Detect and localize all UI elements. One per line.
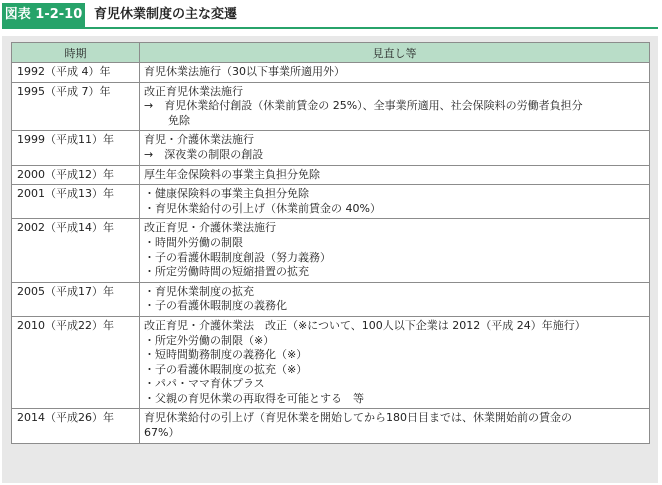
changes-cell bbox=[140, 82, 650, 131]
change-line: 67%） bbox=[144, 426, 180, 440]
change-line: 改正育児・介護休業法施行 bbox=[144, 221, 276, 235]
changes-cell bbox=[140, 409, 650, 443]
table-row bbox=[12, 82, 650, 131]
change-line: 育児休業給付の引上げ（育児休業を開始してから180日目までは、休業開始前の賃金の bbox=[144, 411, 572, 425]
period-cell: 1995（平成 7）年 bbox=[12, 82, 140, 131]
history-table bbox=[11, 42, 650, 444]
change-line: 免除 bbox=[168, 113, 190, 127]
table-row bbox=[12, 316, 650, 409]
period-cell: 2002（平成14）年 bbox=[12, 219, 140, 282]
change-line: ・子の看護休暇制度の義務化 bbox=[144, 299, 287, 313]
table-row bbox=[12, 282, 650, 316]
changes-cell bbox=[140, 165, 650, 185]
period-cell: 2014（平成26）年 bbox=[12, 409, 140, 443]
period-cell: 2005（平成17）年 bbox=[12, 282, 140, 316]
table-header-row bbox=[12, 43, 650, 63]
figure-label: 図表 1-2-10 bbox=[2, 3, 85, 27]
header-period: 時期 bbox=[12, 43, 140, 63]
changes-cell bbox=[140, 185, 650, 219]
change-line: 育児休業法施行（30以下事業所適用外） bbox=[144, 65, 345, 78]
figure-header bbox=[2, 3, 658, 29]
table-row bbox=[12, 165, 650, 185]
change-line: → 育児休業給付創設（休業前賃金の 25%）、全事業所適用、社会保険料の労働者負担分 bbox=[144, 99, 583, 113]
change-line: → 深夜業の制限の創設 bbox=[144, 147, 264, 161]
change-line: 改正育児休業法施行 bbox=[144, 84, 243, 98]
table-row bbox=[12, 131, 650, 165]
change-line: ・パパ・ママ育休プラス bbox=[144, 377, 265, 391]
change-line: ・父親の育児休業の再取得を可能とする 等 bbox=[144, 391, 364, 405]
period-cell: 1999（平成11）年 bbox=[12, 131, 140, 165]
change-line: ・育児休業制度の拡充 bbox=[144, 284, 254, 298]
changes-cell bbox=[140, 63, 650, 83]
period-cell: 2000（平成12）年 bbox=[12, 165, 140, 185]
table-row bbox=[12, 63, 650, 83]
period-cell: 2001（平成13）年 bbox=[12, 185, 140, 219]
table-row bbox=[12, 219, 650, 282]
table-row bbox=[12, 185, 650, 219]
change-line: ・健康保険料の事業主負担分免除 bbox=[144, 187, 309, 201]
figure-title: 育児休業制度の主な変遷 bbox=[94, 7, 238, 22]
changes-cell bbox=[140, 219, 650, 282]
change-line: ・短時間勤務制度の義務化（※） bbox=[144, 348, 308, 362]
table-row bbox=[12, 409, 650, 443]
table-panel bbox=[2, 36, 658, 483]
change-line: ・所定外労働の制限（※） bbox=[144, 333, 275, 347]
change-line: ・時間外労働の制限 bbox=[144, 235, 243, 249]
changes-cell bbox=[140, 282, 650, 316]
period-cell: 1992（平成 4）年 bbox=[12, 63, 140, 83]
change-line: 改正育児・介護休業法 改正（※について、100人以下企業は 2012（平成 24）年施行） bbox=[144, 318, 586, 332]
change-line: 育児・介護休業法施行 bbox=[144, 133, 254, 147]
header-changes: 見直し等 bbox=[140, 43, 650, 63]
change-line: ・所定労働時間の短縮措置の拡充 bbox=[144, 265, 309, 279]
change-line: 厚生年金保険料の事業主負担分免除 bbox=[144, 167, 320, 181]
change-line: ・子の看護休暇制度創設（努力義務） bbox=[144, 250, 331, 264]
change-line: ・育児休業給付の引上げ（休業前賃金の 40%） bbox=[144, 201, 381, 215]
period-cell: 2010（平成22）年 bbox=[12, 316, 140, 409]
changes-cell bbox=[140, 316, 650, 409]
changes-cell bbox=[140, 131, 650, 165]
change-line: ・子の看護休暇制度の拡充（※） bbox=[144, 362, 308, 376]
